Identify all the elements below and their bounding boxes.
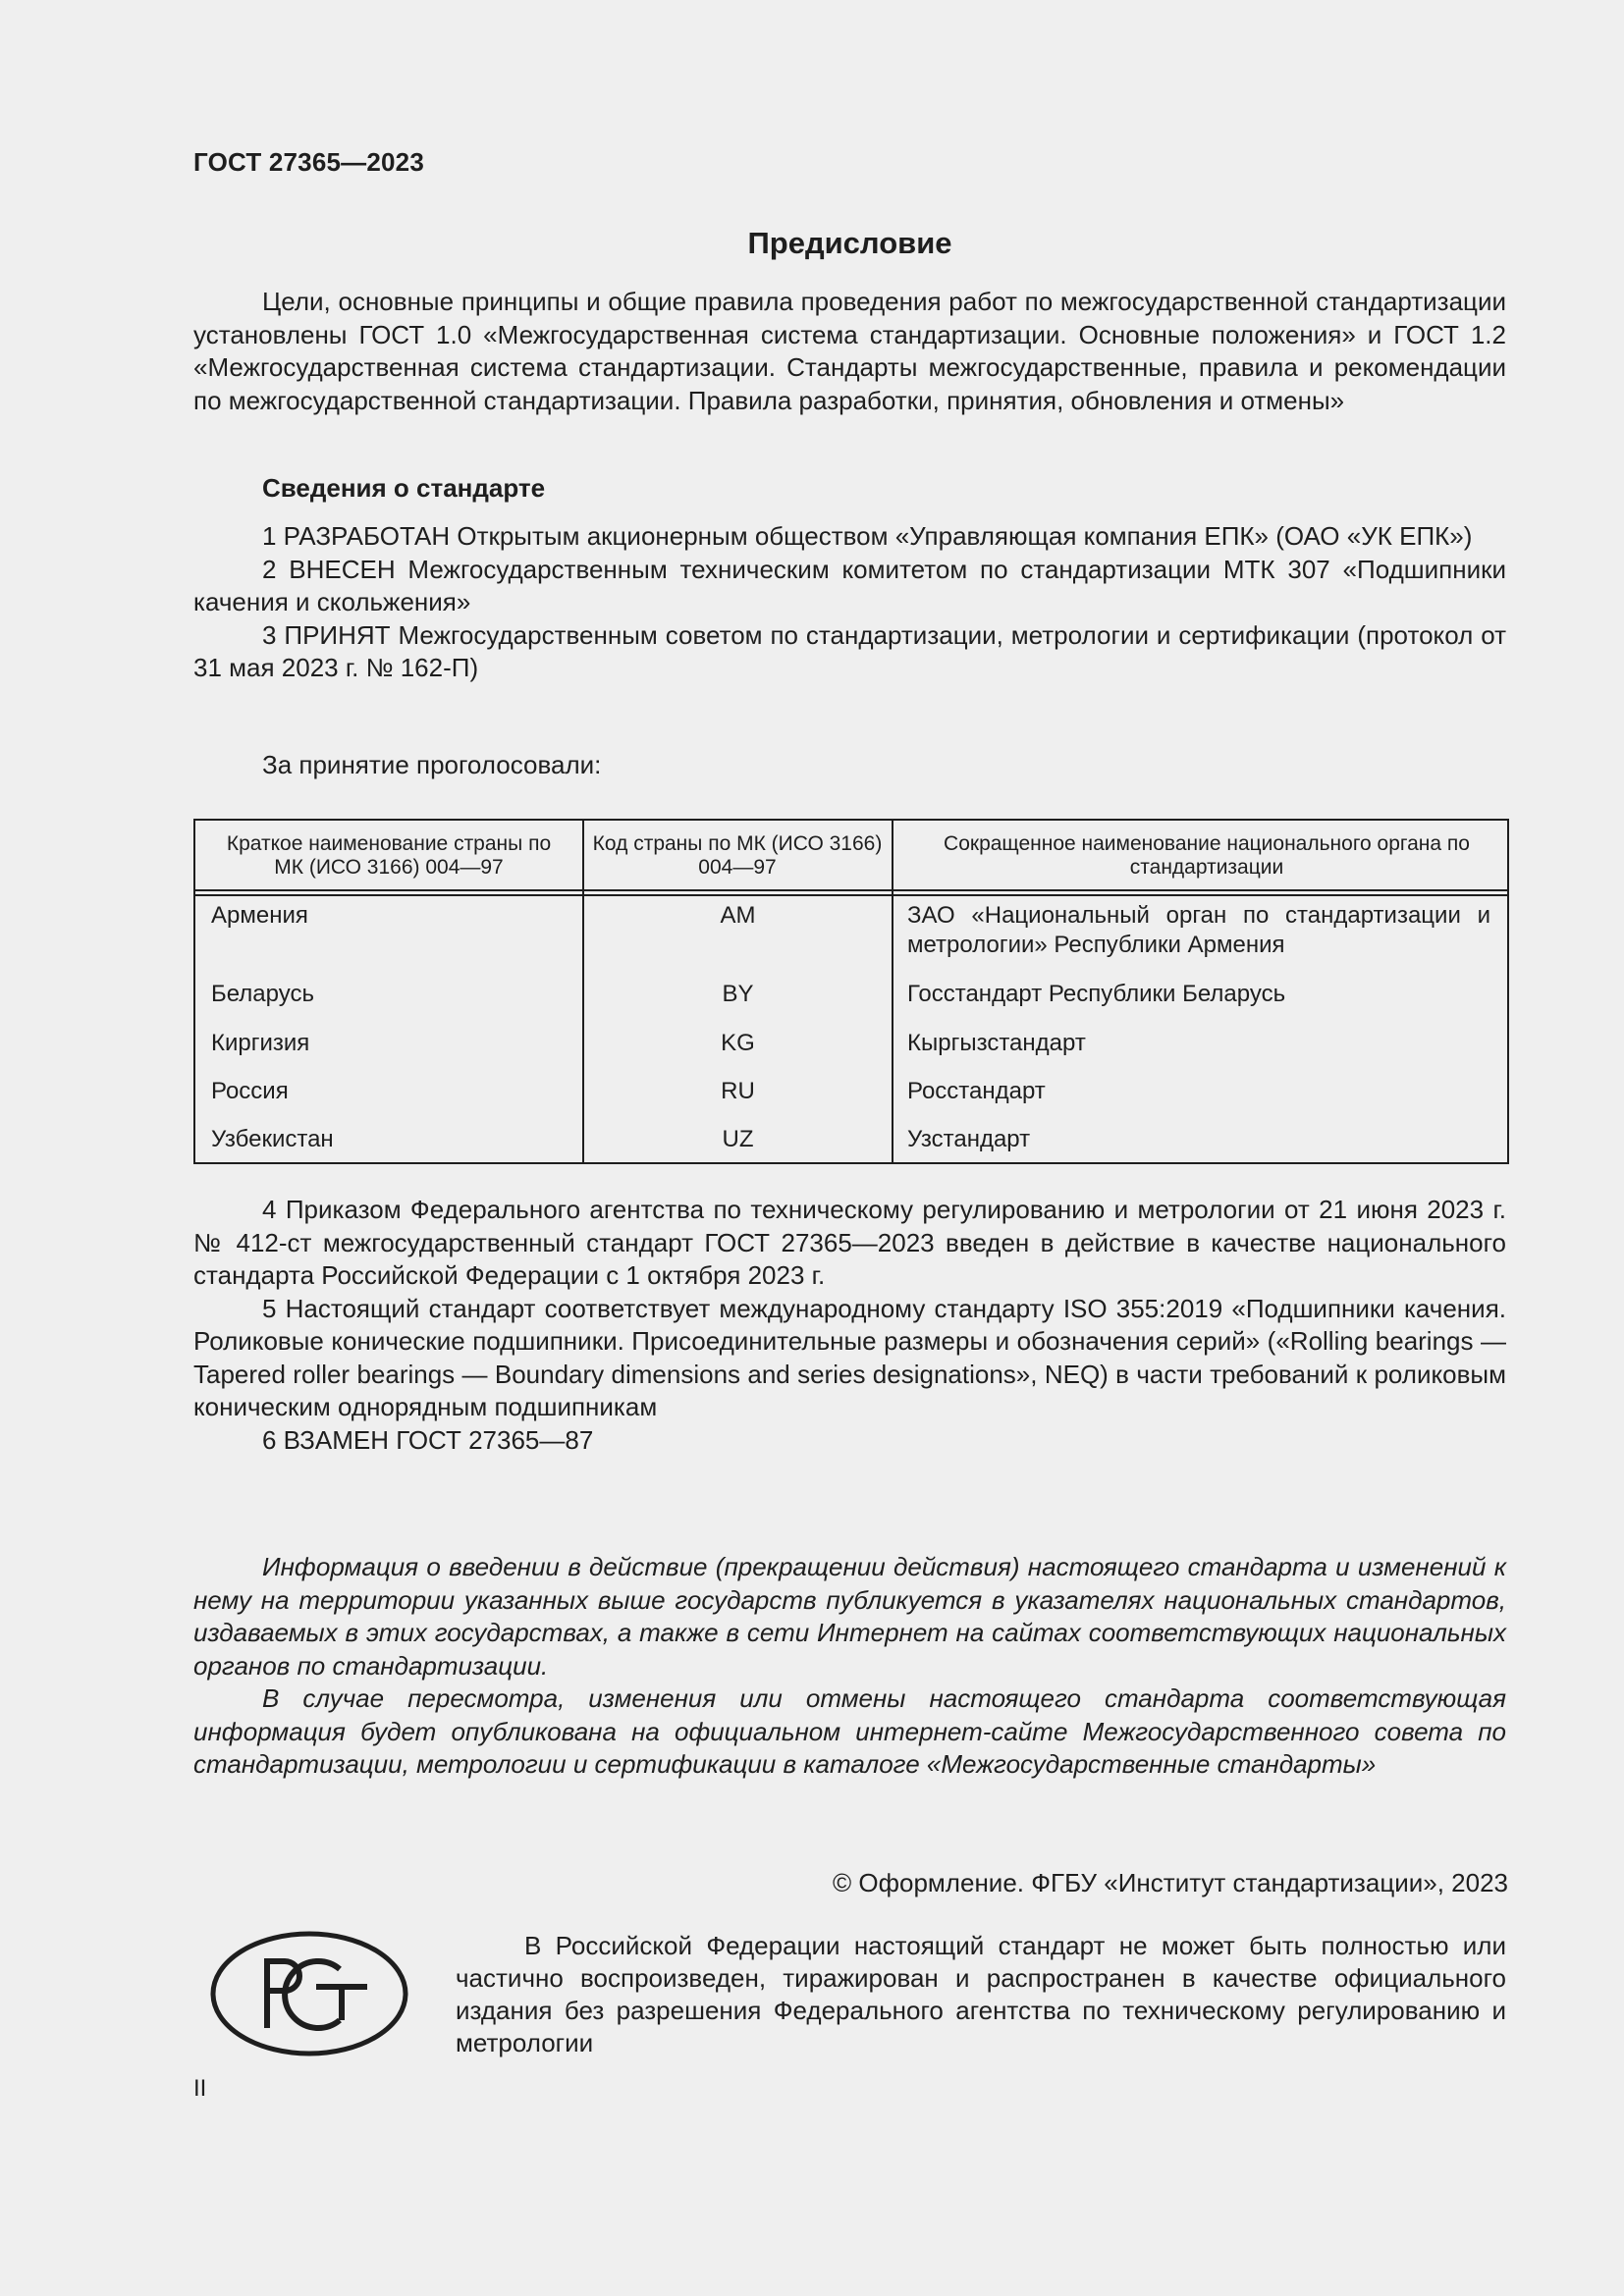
item-1: 1 РАЗРАБОТАН Открытым акционерным обществом «Управляющая компания ЕПК» (ОАО «УК ЕПК») <box>262 521 1473 551</box>
note-1: Информация о введении в действие (прекращении действия) настоящего стандарта и изменений к нему на территории указанных выше государств публикуется в указателях национальных стандартов, издаваемых в этих государствах, а также в сети Интернет на сайтах соответствующих национальных органов по стандартизации. <box>193 1552 1506 1681</box>
document-code: ГОСТ 27365—2023 <box>193 147 424 177</box>
notes <box>193 1551 1506 1782</box>
voting-table <box>193 819 1509 1164</box>
rst-certification-logo <box>210 1930 408 2057</box>
items-bottom <box>193 1194 1506 1457</box>
table-cell-country: Армения <box>211 902 308 929</box>
table-header-code: Код страны по МК (ИСО 3166) 004—97 <box>592 832 883 879</box>
table-cell-org: Узстандарт <box>907 1126 1031 1152</box>
voted-label: За принятие проголосовали: <box>262 750 602 779</box>
item-4: 4 Приказом Федерального агентства по техническому регулированию и метрологии от 21 июня 2023 г. № 412-ст межгосударственный стандарт ГОСТ 27365—2023 введен в действие в качестве национального стандарта Российской Федерации с 1 октября 2023 г. <box>193 1195 1506 1290</box>
note-2: В случае пересмотра, изменения или отмены настоящего стандарта соответствующая информация будет опубликована на официальном интернет-сайте Межгосударственного совета по стандартизации, метрологии и сертификации в каталоге «Межгосударственные стандарты» <box>193 1683 1506 1779</box>
table-cell-org: Росстандарт <box>907 1078 1046 1104</box>
table-cell-org: Госстандарт Республики Беларусь <box>907 981 1286 1007</box>
item-3: 3 ПРИНЯТ Межгосударственным советом по стандартизации, метрологии и сертификации (протокол от 31 мая 2023 г. № 162-П) <box>193 619 1506 682</box>
table-divider <box>892 821 893 1162</box>
table-cell-code: KG <box>721 1030 755 1056</box>
table-cell-code: UZ <box>722 1126 754 1152</box>
page-title: Предисловие <box>747 226 952 260</box>
info-heading: Сведения о стандарте <box>262 473 546 503</box>
table-cell-org: ЗАО «Национальный орган по стандартизации и метрологии» Республики Армения <box>907 902 1490 958</box>
item-6: 6 ВЗАМЕН ГОСТ 27365—87 <box>262 1424 594 1455</box>
table-cell-country: Беларусь <box>211 981 314 1007</box>
table-header-country: Краткое наименование страны по МК (ИСО 3166) 004—97 <box>226 832 552 879</box>
rights-notice <box>456 1930 1506 2059</box>
table-divider <box>195 894 1507 896</box>
copyright-notice: © Оформление. ФГБУ «Институт стандартизации», 2023 <box>833 1868 1508 1897</box>
table-cell-code: BY <box>722 981 754 1007</box>
table-cell-code: AM <box>720 902 756 929</box>
table-header-org: Сокращенное наименование национального органа по стандартизации <box>944 832 1470 879</box>
table-cell-country: Россия <box>211 1078 289 1104</box>
table-cell-code: RU <box>721 1078 755 1104</box>
rights-text: В Российской Федерации настоящий стандарт не может быть полностью или частично воспроизведен, тиражирован и распространен в качестве официального издания без разрешения Федерального агентства по техническому регулированию и метрологии <box>456 1931 1506 2057</box>
intro-paragraph <box>193 286 1506 417</box>
table-divider <box>195 889 1507 891</box>
item-2: 2 ВНЕСЕН Межгосударственным техническим комитетом по стандартизации МТК 307 «Подшипники качения и скольжения» <box>193 554 1506 616</box>
item-5: 5 Настоящий стандарт соответствует международному стандарту ISO 355:2019 «Подшипники качения. Роликовые конические подшипники. Присоединительные размеры и обозначения серий» («Rolling bearings — Tapered roller bearings — Boundary dimensions and series designations», NEQ) в части требований к роликовым коническим однорядным подшипникам <box>193 1293 1506 1421</box>
table-cell-country: Киргизия <box>211 1030 310 1056</box>
items-top <box>193 520 1506 685</box>
table-cell-org: Кыргызстандарт <box>907 1030 1086 1056</box>
table-cell-country: Узбекистан <box>211 1126 334 1152</box>
intro-text: Цели, основные принципы и общие правила проведения работ по межгосударственной стандартизации установлены ГОСТ 1.0 «Межгосударственная система стандартизации. Основные положения» и ГОСТ 1.2 «Межгосударственная система стандартизации. Стандарты межгосударственные, правила и рекомендации по межгосударственной стандартизации. Правила разработки, принятия, обновления и отмены» <box>193 287 1506 415</box>
page-number: II <box>193 2075 207 2102</box>
